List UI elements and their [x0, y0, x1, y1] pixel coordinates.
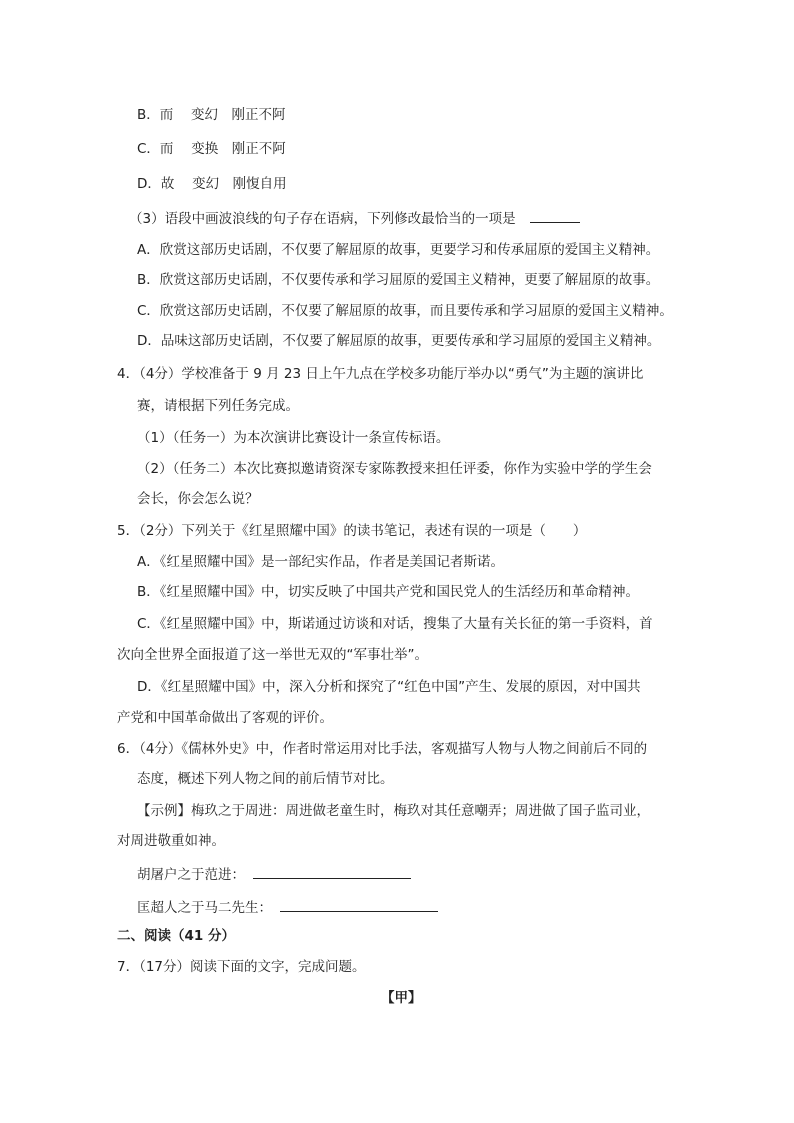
q5-option-d-line1: D．《红星照耀中国》中，深入分析和探究了“红色中国”产生、发展的原因，对中国共: [137, 679, 641, 695]
q5-option-d-line2: 产党和中国革命做出了客观的评价。: [117, 710, 333, 726]
q4-task2-line1: （2）（任务二）本次比赛拟邀请资深专家陈教授来担任评委，你作为实验中学的学生会: [137, 461, 652, 477]
q3-option-c: C．欣赏这部历史话剧，不仅要了解屈原的故事，而且要传承和学习屈原的爱国主义精神。: [137, 303, 673, 319]
answer-blank: [253, 864, 411, 879]
q4-line2: 赛，请根据下列任务完成。: [137, 398, 299, 414]
q4-task1: （1）（任务一）为本次演讲比赛设计一条宣传标语。: [137, 430, 450, 446]
q6-example-line2: 对周进敬重如神。: [117, 833, 225, 849]
q5-option-b: B．《红星照耀中国》中，切实反映了中国共产党和国民党人的生活经历和革命精神。: [137, 584, 640, 600]
q4-task2-line2: 会长，你会怎么说？: [137, 491, 259, 507]
q3-option-d: D．品味这部历史话剧，不仅要了解屈原的故事，更要传承和学习屈原的爱国主义精神。: [137, 333, 661, 349]
q6-line1: 6．（4分）《儒林外史》中，作者时常运用对比手法，客观描写人物与人物之间前后不同的: [117, 741, 648, 757]
answer-blank: [530, 208, 580, 223]
q3-stem: [129, 208, 580, 229]
answer-blank: [280, 897, 438, 912]
q6-prompt-2: [137, 897, 438, 918]
q5-option-c-line1: C．《红星照耀中国》中，斯诺通过访谈和对话，搜集了大量有关长征的第一手资料，首: [137, 616, 653, 632]
q6-prompt-2-label: 匡超人之于马二先生：: [137, 900, 272, 916]
option-c: C．而 变换 刚正不阿: [137, 141, 286, 157]
q5-stem: 5．（2分）下列关于《红星照耀中国》的读书笔记，表述有误的一项是（ ）: [117, 523, 587, 539]
q6-prompt-1: [137, 864, 411, 885]
option-d: D．故 变幻 刚愎自用: [137, 176, 287, 192]
q5-option-c-line2: 次向全世界全面报道了这一举世无双的“军事壮举”。: [117, 647, 428, 663]
option-b: B．而 变幻 刚正不阿: [137, 107, 286, 123]
q5-option-a: A．《红星照耀中国》是一部纪实作品，作者是美国记者斯诺。: [137, 554, 504, 570]
q6-example-line1: 【示例】梅玖之于周进：周进做老童生时，梅玖对其任意嘲弄；周进做了国子监司业，: [137, 803, 650, 819]
q4-line1: 4．（4分）学校准备于 9 月 23 日上午九点在学校多功能厅举办以“勇气”为主题的演讲比: [117, 366, 644, 382]
q3-option-b: B．欣赏这部历史话剧，不仅要传承和学习屈原的爱国主义精神，更要了解屈原的故事。: [137, 272, 660, 288]
q3-stem-text: （3）语段中画波浪线的句子存在语病，下列修改最恰当的一项是: [129, 211, 516, 227]
q6-prompt-1-label: 胡屠户之于范进：: [137, 867, 245, 883]
q7-stem: 7．（17分）阅读下面的文字，完成问题。: [117, 959, 366, 975]
section-heading: 二、阅读（41 分）: [117, 928, 235, 944]
passage-label: 【甲】: [381, 990, 422, 1006]
q6-line2: 态度，概述下列人物之间的前后情节对比。: [137, 771, 394, 787]
q3-option-a: A．欣赏这部历史话剧，不仅要了解屈原的故事，更要学习和传承屈原的爱国主义精神。: [137, 242, 660, 258]
